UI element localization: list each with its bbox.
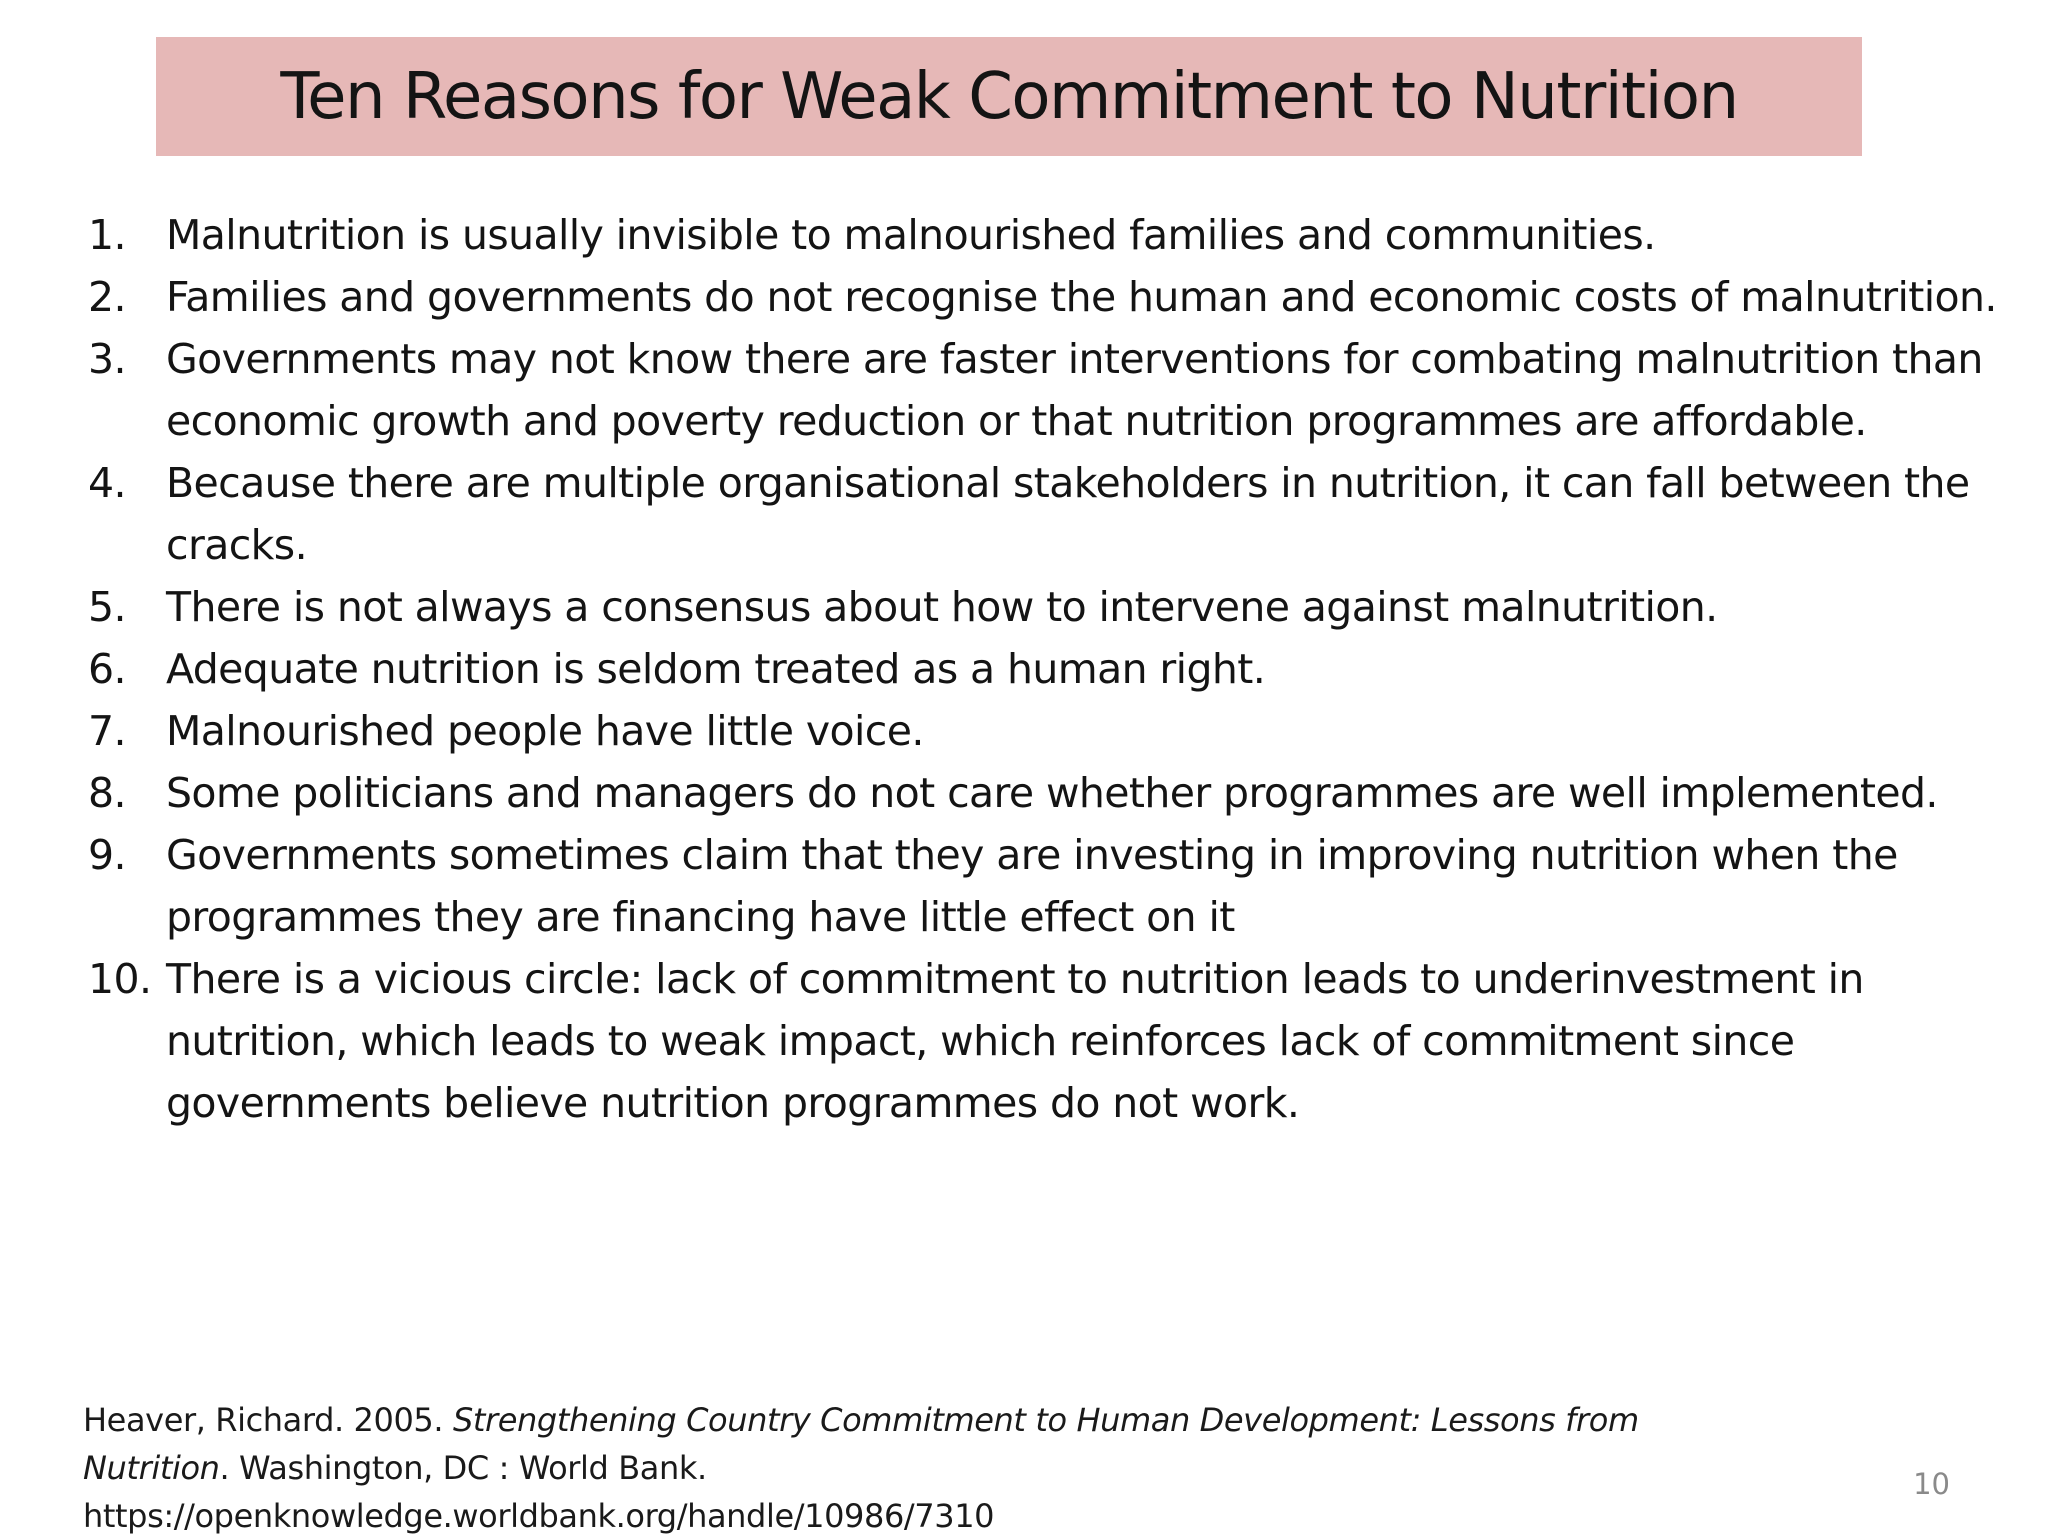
list-item-text: Governments may not know there are faster interventions for combating malnutrition than economic growth and poverty reduction or that nutrition programmes are affordable. (166, 335, 1983, 445)
list-item-number: 6. (88, 645, 126, 693)
list-item (88, 700, 2008, 762)
list-item (88, 824, 2008, 948)
list-item-number: 5. (88, 583, 126, 631)
title-banner (156, 37, 1862, 156)
list-item-text: There is not always a consensus about how to intervene against malnutrition. (166, 583, 1718, 631)
citation-url[interactable]: https://openknowledge.worldbank.org/handle/10986/7310 (83, 1497, 995, 1535)
list-item-text: Because there are multiple organisational stakeholders in nutrition, it can fall between the cracks. (166, 459, 1970, 569)
list-item-text: Malnourished people have little voice. (166, 707, 924, 755)
list-item (88, 638, 2008, 700)
list-item-number: 3. (88, 335, 126, 383)
list-item (88, 762, 2008, 824)
list-item (88, 204, 2008, 266)
citation-author-year: Heaver, Richard. 2005. (83, 1401, 453, 1439)
list-item-number: 9. (88, 831, 126, 879)
list-item-text: There is a vicious circle: lack of commitment to nutrition leads to underinvestment in nutrition, which leads to weak impact, which reinforces lack of commitment since governments believe nutrition programmes do not work. (166, 955, 1864, 1127)
list-item-text: Governments sometimes claim that they are investing in improving nutrition when the programmes they are financing have little effect on it (166, 831, 1898, 941)
list-item-text: Malnutrition is usually invisible to malnourished families and communities. (166, 211, 1656, 259)
list-item-number: 7. (88, 707, 126, 755)
list-item-number: 10. (88, 955, 152, 1003)
citation (83, 1396, 1643, 1540)
list-item-number: 8. (88, 769, 126, 817)
list-item-text: Families and governments do not recognise the human and economic costs of malnutrition. (166, 273, 1997, 321)
citation-publisher: . Washington, DC : World Bank. (219, 1449, 707, 1487)
reasons-list (88, 204, 2008, 1134)
list-item-text: Some politicians and managers do not care whether programmes are well implemented. (166, 769, 1938, 817)
list-item (88, 576, 2008, 638)
list-item (88, 948, 2008, 1134)
slide-title: Ten Reasons for Weak Commitment to Nutrition (280, 59, 1738, 134)
list-item-number: 4. (88, 459, 126, 507)
list-item (88, 266, 2008, 328)
list-item (88, 452, 2008, 576)
page-number: 10 (1913, 1467, 1950, 1501)
list-item (88, 328, 2008, 452)
list-item-number: 2. (88, 273, 126, 321)
list-item-number: 1. (88, 211, 126, 259)
citation-book-title: Strengthening Country Commitment to Human Development: Lessons from Nutrition (83, 1401, 1639, 1487)
list-item-text: Adequate nutrition is seldom treated as a human right. (166, 645, 1266, 693)
